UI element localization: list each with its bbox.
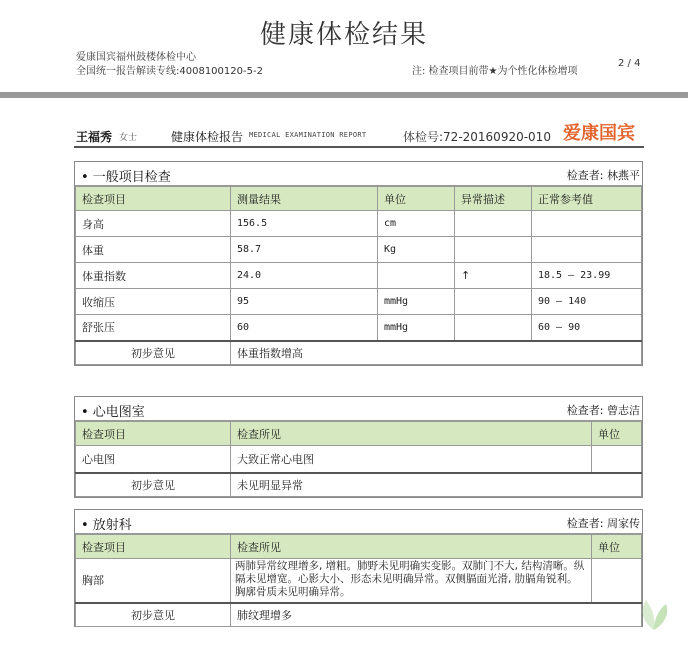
cell: 18.5 — 23.99	[532, 263, 642, 289]
examiner: 检查者: 林燕平	[566, 169, 640, 182]
conclusion-text: 肺纹理增多	[231, 603, 642, 627]
page-number: 2 / 4	[618, 58, 641, 69]
col-header: 异常描述	[455, 187, 532, 211]
cell: 舒张压	[76, 315, 231, 341]
general-exam-table	[75, 186, 642, 365]
report-title-en: MEDICAL EXAMINATION REPORT	[249, 131, 367, 139]
cell	[455, 237, 532, 263]
cell: Kg	[378, 237, 455, 263]
cell: 60	[231, 315, 378, 341]
conclusion-row	[76, 473, 642, 497]
cell	[532, 237, 642, 263]
examiner: 检查者: 周家传	[566, 517, 640, 530]
table-row	[76, 446, 642, 473]
table-header	[76, 535, 642, 559]
page-title: 健康体检结果	[259, 20, 428, 50]
conclusion-text: 未见明显异常	[231, 473, 642, 497]
section-title: • 心电图室	[81, 405, 145, 420]
table-row	[76, 263, 642, 289]
cell: 胸部	[76, 559, 231, 603]
cell	[592, 446, 642, 473]
conclusion-label: 初步意见	[76, 603, 231, 627]
table-header	[76, 422, 642, 446]
cell: cm	[378, 211, 455, 237]
hotline: 全国统一报告解读专线:4008100120-5-2	[76, 66, 263, 77]
cell: 24.0	[231, 263, 378, 289]
ecg-section	[74, 396, 643, 498]
cell	[532, 211, 642, 237]
col-header: 检查项目	[76, 422, 231, 446]
conclusion-row	[76, 341, 642, 365]
cell: 90 — 140	[532, 289, 642, 315]
patient-name: 王福秀	[76, 130, 113, 144]
table-row	[76, 559, 642, 603]
findings-cell: 两肺异常纹理增多, 增粗。肺野未见明确实变影。双肺门不大, 结构清晰。纵隔未见增宽。心影大小、形态未见明确异常。双侧膈面光滑, 肋膈角锐利。胸廓骨质未见明确异常。	[231, 559, 592, 603]
examiner: 检查者: 曾志洁	[566, 404, 640, 417]
col-header: 单位	[378, 187, 455, 211]
col-header: 正常参考值	[532, 187, 642, 211]
cell	[455, 211, 532, 237]
col-header: 单位	[592, 535, 642, 559]
table-header	[76, 187, 642, 211]
brand-logo: 爱康国宾	[563, 123, 635, 144]
cell: 心电图	[76, 446, 231, 473]
exam-number: 体检号:72-20160920-010	[403, 130, 551, 144]
table-row	[76, 211, 642, 237]
col-header: 检查项目	[76, 535, 231, 559]
section-title: • 放射科	[81, 518, 132, 533]
conclusion-label: 初步意见	[76, 341, 231, 365]
cell	[455, 315, 532, 341]
conclusion-label: 初步意见	[76, 473, 231, 497]
center-name: 爱康国宾福州鼓楼体检中心	[76, 52, 196, 63]
patient-gender: 女士	[119, 133, 138, 143]
general-exam-section	[74, 161, 643, 366]
section-title: • 一般项目检查	[81, 170, 171, 185]
table-row	[76, 289, 642, 315]
conclusion-text: 体重指数增高	[231, 341, 642, 365]
cell: 58.7	[231, 237, 378, 263]
report-title: 健康体检报告	[171, 130, 244, 144]
col-header: 单位	[592, 422, 642, 446]
leaf-logo-icon	[636, 596, 672, 636]
cell: 收缩压	[76, 289, 231, 315]
cell: 体重指数	[76, 263, 231, 289]
col-header: 检查项目	[76, 187, 231, 211]
table-row	[76, 237, 642, 263]
header-rule	[74, 146, 644, 148]
cell: 身高	[76, 211, 231, 237]
table-row	[76, 315, 642, 341]
col-header: 测量结果	[231, 187, 378, 211]
conclusion-row	[76, 603, 642, 627]
col-header: 检查所见	[231, 535, 592, 559]
cell	[378, 263, 455, 289]
cell: 95	[231, 289, 378, 315]
cell: 体重	[76, 237, 231, 263]
ecg-table	[75, 421, 642, 497]
cell	[455, 289, 532, 315]
divider-band	[0, 92, 688, 98]
col-header: 检查所见	[231, 422, 592, 446]
cell: mmHg	[378, 315, 455, 341]
cell	[592, 559, 642, 603]
cell: 60 — 90	[532, 315, 642, 341]
radiology-section	[74, 509, 643, 627]
cell: 大致正常心电图	[231, 446, 592, 473]
cell: mmHg	[378, 289, 455, 315]
cell: 156.5	[231, 211, 378, 237]
note: 注: 检查项目前带★为个性化体检增项	[412, 66, 578, 77]
radiology-table	[75, 534, 642, 627]
abnormal-flag: ↑	[455, 263, 532, 289]
